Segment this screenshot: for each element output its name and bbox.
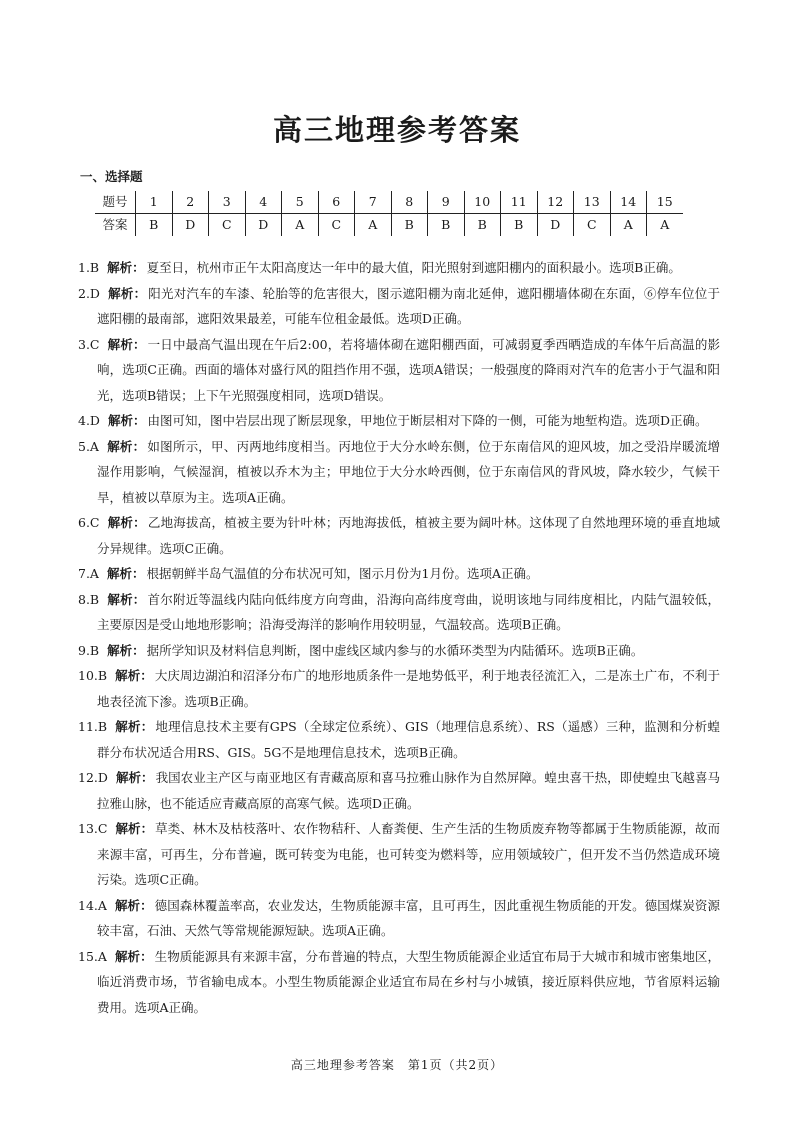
answer-item-text: 大庆周边湖泊和沼泽分布广的地形地质条件一是地势低平，利于地表径流汇入，二是冻土广布，不利于地表径流下渗。选项B正确。 [97, 668, 720, 709]
answer-item-text: 地理信息技术主要有GPS（全球定位系统）、GIS（地理信息系统）、RS（遥感）三种，监测和分析蝗群分布状况适合用RS、GIS。5G不是地理信息技术，选项B正确。 [97, 719, 720, 760]
answer-item-number: 9.B [78, 642, 100, 658]
analysis-label: 解析： [106, 566, 145, 581]
question-number-cell: 8 [391, 191, 428, 214]
answer-cell: B [464, 214, 501, 237]
question-number-cell: 15 [647, 191, 683, 214]
answer-item-number: 14.A [78, 897, 107, 913]
answer-item-text: 德国森林覆盖率高，农业发达，生物质能源丰富，且可再生，因此重视生物质能的开发。德国煤炭资源较丰富，石油、天然气等常规能源短缺。选项A正确。 [97, 897, 720, 938]
answer-item-number: 11.B [78, 719, 108, 734]
answer-cell: D [172, 214, 209, 237]
answer-item [78, 255, 720, 281]
analysis-label: 解析： [114, 948, 153, 964]
answer-cell: C [318, 214, 355, 237]
answer-item-text: 据所学知识及材料信息判断，图中虚线区域内参与的水循环类型为内陆循环。选项B正确。 [146, 642, 644, 658]
answer-table [95, 191, 683, 236]
analysis-label: 解析： [115, 770, 154, 785]
question-number-label: 题号 [95, 191, 136, 214]
answer-item-number: 15.A [78, 948, 107, 964]
answer-item [78, 281, 720, 332]
answer-item-text: 生物质能源具有来源丰富，分布普遍的特点，大型生物质能源企业适宜布局于大城市和城市密集地区，临近消费市场，节省输电成本。小型生物质能源企业适宜布局在乡村与小城镇，接近原料供应地，节省原料运输费用。选项A正确。 [97, 948, 720, 1015]
answer-item [78, 587, 720, 638]
question-number-cell: 14 [610, 191, 647, 214]
answer-label: 答案 [102, 217, 128, 232]
answer-row [95, 214, 683, 237]
answer-item [78, 663, 720, 714]
question-number-cell: 1 [136, 191, 173, 214]
question-number-row [95, 191, 683, 214]
answer-cell: B [428, 214, 465, 237]
analysis-label: 解析： [107, 336, 146, 352]
answer-item-text: 草类、林木及枯枝落叶、农作物秸秆、人畜粪便、生产生活的生物质废弃物等都属于生物质能源，故而来源丰富，可再生，分布普遍，既可转变为电能，也可转变为燃料等，应用领域较广，但开发不当仍然造成环境污染。选项C正确。 [97, 821, 720, 887]
answer-item-number: 8.B [78, 591, 100, 607]
question-number-cell: 11 [501, 191, 538, 214]
page-footer: 高三地理参考答案 第1页（共2页） [290, 1058, 504, 1072]
analysis-label: 解析： [115, 719, 154, 734]
answer-cell: A [355, 214, 392, 237]
answer-item-number: 2.D [78, 285, 100, 301]
analysis-label: 解析： [106, 438, 146, 454]
analysis-label: 解析： [107, 591, 146, 607]
question-number-cell: 10 [464, 191, 501, 214]
analysis-label: 解析： [115, 821, 154, 836]
answer-cell: B [501, 214, 538, 237]
analysis-label: 解析： [115, 668, 153, 683]
answer-item-number: 1.B [78, 260, 100, 275]
question-number-cell: 2 [172, 191, 209, 214]
answer-item [78, 765, 720, 816]
answer-item-number: 7.A [78, 566, 99, 581]
answer-item-number: 5.A [78, 438, 99, 454]
answer-item-number: 13.C [78, 821, 108, 836]
answer-item-text: 如图所示，甲、丙两地纬度相当。丙地位于大分水岭东侧，位于东南信风的迎风坡，加之受沿岸暖流增湿作用影响，气候湿润，植被以乔木为主；甲地位于大分水岭西侧，位于东南信风的背风坡，降水较少，气候干旱，植被以草原为主。选项A正确。 [97, 438, 720, 505]
analysis-label: 解析： [107, 260, 145, 275]
answer-item [78, 332, 720, 409]
section-heading: 一、选择题 [80, 169, 143, 184]
answer-item-text: 我国农业主产区与南亚地区有青藏高原和喜马拉雅山脉作为自然屏障。蝗虫喜干热，即使蝗虫飞越喜马拉雅山脉，也不能适应青藏高原的高寒气候。选项D正确。 [97, 770, 720, 811]
answer-cell: A [610, 214, 647, 237]
question-number-cell: 13 [574, 191, 611, 214]
question-number-cell: 12 [537, 191, 574, 214]
answer-cell: A [647, 214, 683, 237]
answer-item-number: 10.B [78, 668, 108, 683]
answer-item [78, 510, 720, 561]
question-number-cell: 3 [209, 191, 246, 214]
analysis-label: 解析： [107, 515, 146, 530]
answer-item-number: 3.C [78, 336, 100, 352]
page-title: 高三地理参考答案 [272, 113, 521, 147]
analysis-label: 解析： [107, 285, 147, 301]
answer-cell: B [391, 214, 428, 237]
answer-item [78, 561, 720, 587]
analysis-label: 解析： [107, 642, 145, 658]
analysis-label: 解析： [107, 413, 146, 428]
question-number-cell: 4 [245, 191, 282, 214]
answer-cell: C [574, 214, 611, 237]
answer-item [78, 893, 720, 944]
question-number-cell: 5 [282, 191, 319, 214]
answer-item-text: 阳光对汽车的车漆、轮胎等的危害很大，图示遮阳棚为南北延伸，遮阳棚墙体砌在东面，⑥停车位位于遮阳棚的最南部，遮阳效果最差，可能车位租金最低。选项D正确。 [97, 285, 720, 326]
answer-cell: A [282, 214, 319, 237]
answer-item-text: 一日中最高气温出现在午后2:00，若将墙体砌在遮阳棚西面，可减弱夏季西晒造成的车体午后高温的影响，选项C正确。西面的墙体对盛行风的阻挡作用不强，选项A错误；一般强度的降雨对汽车的危害小于气温和阳光，选项B错误；上下午光照强度相同，选项D错误。 [97, 336, 720, 403]
answer-item [78, 408, 720, 434]
analysis-label: 解析： [114, 897, 153, 913]
answer-item-text: 根据朝鲜半岛气温值的分布状况可知，图示月份为1月份。选项A正确。 [146, 566, 539, 581]
answer-item-number: 4.D [78, 413, 100, 428]
question-number-cell: 6 [318, 191, 355, 214]
answer-item-text: 乙地海拔高，植被主要为针叶林；丙地海拔低，植被主要为阔叶林。这体现了自然地理环境的垂直地域分异规律。选项C正确。 [97, 515, 720, 556]
answer-cell: D [245, 214, 282, 237]
answer-item-text: 首尔附近等温线内陆向低纬度方向弯曲，沿海向高纬度弯曲，说明该地与同纬度相比，内陆气温较低，主要原因是受山地地形影响；沿海受海洋的影响作用较明显，气温较高。选项B正确。 [97, 591, 720, 632]
answer-cell: D [537, 214, 574, 237]
answer-item [78, 714, 720, 765]
answer-item-text: 夏至日，杭州市正午太阳高度达一年中的最大值，阳光照射到遮阳棚内的面积最小。选项B正确。 [146, 260, 681, 275]
answer-cell: C [209, 214, 246, 237]
question-number-cell: 9 [428, 191, 465, 214]
answer-item [78, 944, 720, 1021]
answer-item [78, 434, 720, 511]
answer-item [78, 638, 720, 664]
answer-item [78, 816, 720, 893]
answer-cell: B [136, 214, 173, 237]
answer-explanations [78, 255, 720, 1020]
answer-item-number: 12.D [78, 770, 108, 785]
answer-item-text: 由图可知，图中岩层出现了断层现象，甲地位于断层相对下降的一侧，可能为地堑构造。选项D正确。 [147, 413, 708, 428]
question-number-cell: 7 [355, 191, 392, 214]
answer-item-number: 6.C [78, 515, 100, 530]
